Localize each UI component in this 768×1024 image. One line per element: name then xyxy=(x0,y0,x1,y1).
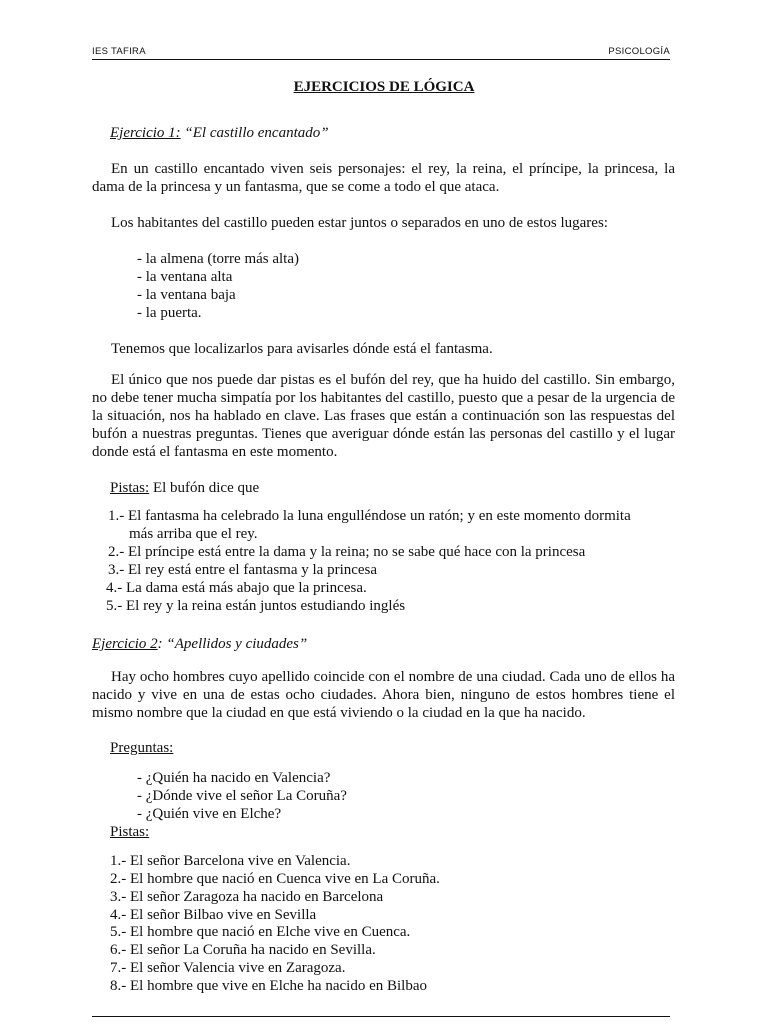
ex1-clues-heading xyxy=(110,479,259,497)
ex1-label: Ejercicio 1: xyxy=(110,125,181,141)
clue-item: 2.- El hombre que nació en Cuenca vive en La Coruña. xyxy=(110,871,440,887)
header-subject: PSICOLOGÍA xyxy=(608,46,670,57)
ex2-questions-label: Preguntas: xyxy=(110,740,174,756)
place-item: - la ventana alta xyxy=(137,269,233,285)
clue-item: 5.- El rey y la reina están juntos estudiando inglés xyxy=(106,598,406,614)
ex1-clues-label: Pistas: xyxy=(110,480,150,496)
ex2-clues-label: Pistas: xyxy=(110,824,150,840)
clue-item: 4.- La dama está más abajo que la princesa. xyxy=(106,580,367,596)
ex1-paragraph-1: En un castillo encantado viven seis personajes: el rey, la reina, el príncipe, la princesa, la dama de la princesa y un fantasma, que se come a todo el que ataca. xyxy=(92,161,675,195)
clue-item: 7.- El señor Valencia vive en Zaragoza. xyxy=(110,960,346,976)
place-item: - la almena (torre más alta) xyxy=(137,251,299,267)
header-rule xyxy=(92,59,670,60)
question-item: - ¿Quién ha nacido en Valencia? xyxy=(137,770,331,786)
clue-item: 1.- El señor Barcelona vive en Valencia. xyxy=(110,853,351,869)
page-title: EJERCICIOS DE LÓGICA xyxy=(293,79,475,95)
ex1-name: “El castillo encantado” xyxy=(184,125,329,141)
page-header xyxy=(92,46,670,60)
ex2-paragraph-1: Hay ocho hombres cuyo apellido coincide con el nombre de una ciudad. Cada uno de ellos ha nacido y vive en una de estas ocho ciudades. Ahora bien, ninguno de estos hombres tiene el mismo nombre que la ciudad en que está viviendo o la ciudad en la que ha nacido. xyxy=(92,669,675,721)
ex2-label: Ejercicio 2 xyxy=(92,636,158,652)
clue-item: 2.- El príncipe está entre la dama y la reina; no se sabe qué hace con la princesa xyxy=(108,544,586,560)
ex2-heading xyxy=(92,635,307,653)
clue-item: 8.- El hombre que vive en Elche ha nacido en Bilbao xyxy=(110,978,427,994)
ex2-name: : “Apellidos y ciudades” xyxy=(157,636,308,652)
question-item: - ¿Dónde vive el señor La Coruña? xyxy=(137,788,347,804)
ex1-clues-intro: El bufón dice que xyxy=(149,480,260,496)
clue-item: 6.- El señor La Coruña ha nacido en Sevilla. xyxy=(110,942,376,958)
clue-item: 5.- El hombre que nació en Elche vive en Cuenca. xyxy=(110,924,411,940)
clue-item: 4.- El señor Bilbao vive en Sevilla xyxy=(110,907,317,923)
place-item: - la ventana baja xyxy=(137,287,236,303)
ex1-heading xyxy=(110,124,329,142)
clue-item: 3.- El señor Zaragoza ha nacido en Barcelona xyxy=(110,889,384,905)
clue-item: 1.- El fantasma ha celebrado la luna engulléndose un ratón; y en este momento dormita xyxy=(108,508,631,524)
clue-item-continuation: más arriba que el rey. xyxy=(129,526,258,542)
clue-item: 3.- El rey está entre el fantasma y la princesa xyxy=(108,562,378,578)
ex1-paragraph-2: Los habitantes del castillo pueden estar juntos o separados en uno de estos lugares: xyxy=(111,215,608,231)
question-item: - ¿Quién vive en Elche? xyxy=(137,806,282,822)
place-item: - la puerta. xyxy=(137,305,202,321)
header-school: IES TAFIRA xyxy=(92,46,146,57)
ex1-paragraph-4: El único que nos puede dar pistas es el bufón del rey, que ha huido del castillo. Sin embargo, no debe tener mucha simpatía por los habitantes del castillo, puesto que a pesar de la urgencia de la situación, nos ha hablado en clave. Las frases que están a continuación son las respuestas del bufón a nuestras preguntas. Tienes que averiguar dónde están las personas del castillo y el lugar donde está el fantasma en este momento. xyxy=(92,372,675,460)
footer-rule xyxy=(92,1016,670,1017)
ex1-paragraph-3: Tenemos que localizarlos para avisarles dónde está el fantasma. xyxy=(111,341,493,357)
